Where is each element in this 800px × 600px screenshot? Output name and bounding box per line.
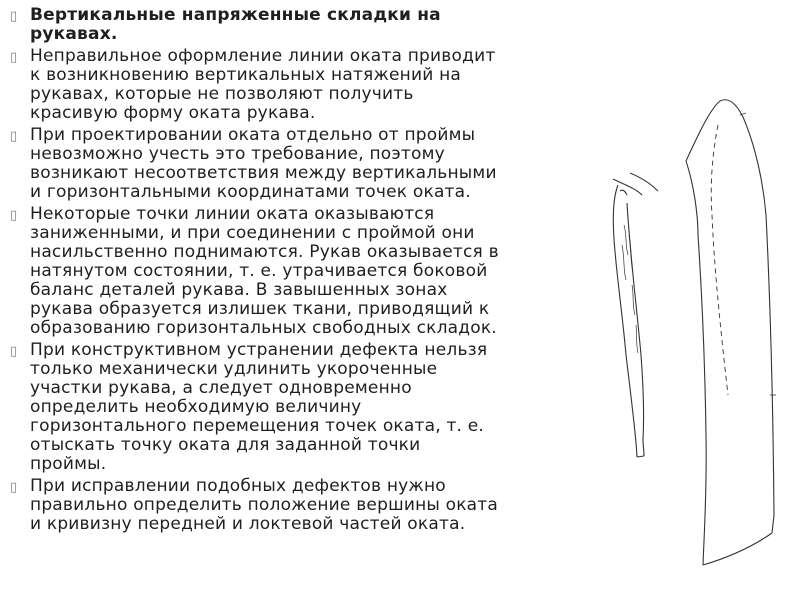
- sleeve-drawing-icon: [580, 95, 800, 600]
- list-item-text: Неправильное оформление линии оката приводит к возникновению вертикальных натяжений на рукавах, которые не позволяют получить красивую форму оката рукава.: [30, 46, 496, 123]
- list-item-text: При исправлении подобных дефектов нужно правильно определить положение вершины оката и кривизну передней и локтевой частей оката.: [30, 476, 499, 534]
- list-item: [10, 47, 588, 123]
- list-item: [10, 477, 588, 534]
- list-item-text: При проектировании оката отдельно от проймы невозможно учесть это требование, поэтому возникают несоответствия между вертикальными и горизонтальными координатами точек оката.: [30, 125, 497, 202]
- list-item-text: При конструктивном устранении дефекта нельзя только механически удлинить укороченные участки рукава, а следует одновременно определить необходимую величину горизонтального перемещения точек оката, т. е. отыскать точку оката для заданной точки проймы.: [30, 340, 488, 474]
- square-bullet-icon: ▯: [10, 50, 18, 65]
- list-item-text: Вертикальные напряженные складки на рукавах.: [30, 5, 441, 44]
- square-bullet-icon: ▯: [10, 208, 18, 223]
- square-bullet-icon: ▯: [10, 9, 18, 24]
- bullet-list: [10, 6, 588, 537]
- square-bullet-icon: ▯: [10, 480, 18, 495]
- list-item: [10, 205, 588, 338]
- square-bullet-icon: ▯: [10, 344, 18, 359]
- list-item-text: Некоторые точки линии оката оказываются заниженными, и при соединении с проймой они насильственно поднимаются. Рукав оказывается в натянутом состоянии, т. е. утрачивается боковой баланс деталей рукава. В завышенных зонах рукава образуется излишек ткани, приводящий к образованию горизонтальных свободных складок.: [30, 204, 499, 338]
- list-item: [10, 126, 588, 202]
- list-item: [10, 6, 588, 44]
- list-item: [10, 341, 588, 474]
- square-bullet-icon: ▯: [10, 129, 18, 144]
